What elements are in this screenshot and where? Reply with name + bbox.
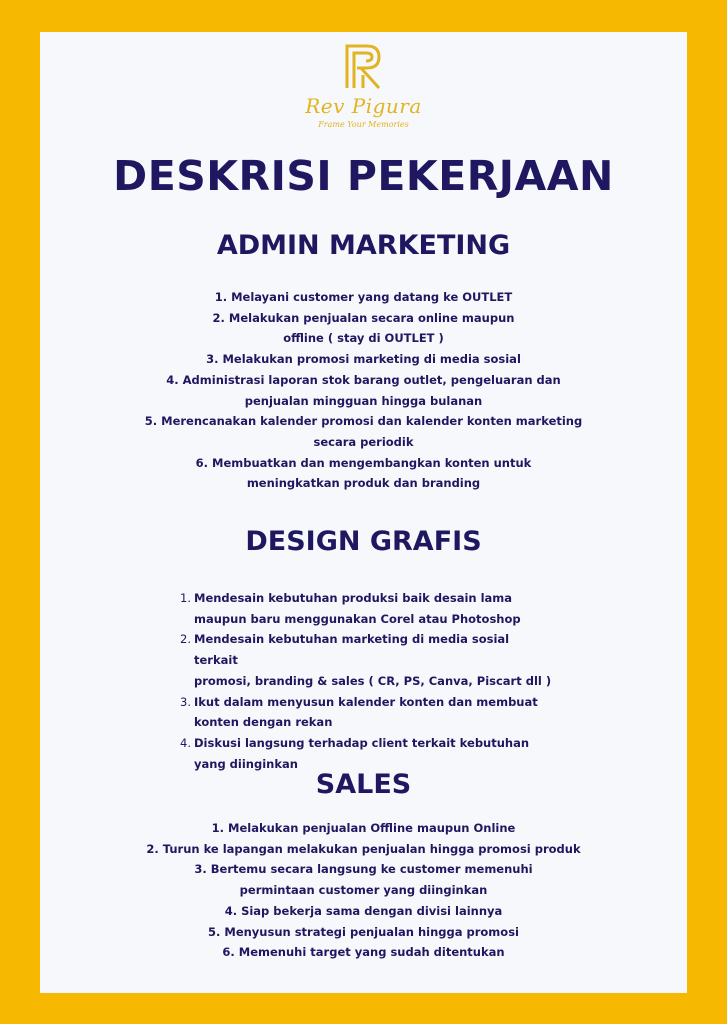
section-title-design-grafis: DESIGN GRAFIS [245,526,482,557]
list-line: 6. Membuatkan dan mengembangkan konten untuk [195,455,532,470]
page-title: DESKRISI PEKERJAAN [113,152,614,200]
list-line: penjualan mingguan hingga bulanan [244,393,483,408]
list-item [180,588,560,629]
brand-name: Rev Pigura [305,94,422,118]
list-number: 3. [180,694,191,709]
list-number: 4. [180,735,191,750]
design-grafis-list [180,588,560,774]
list-line: 3. Melakukan promosi marketing di media sosial [206,352,521,367]
list-line: 4. Administrasi laporan stok barang outlet, pengeluaran dan [166,372,561,387]
list-line: offline ( stay di OUTLET ) [283,331,444,346]
list-line: Diskusi langsung terhadap client terkait kebutuhan [194,735,530,750]
list-line: Ikut dalam menyusun kalender konten dan membuat [194,694,538,709]
list-line: 5. Menyusun strategi penjualan hingga promosi [208,924,519,939]
rp-monogram-icon [341,42,387,90]
list-line: 1. Melayani customer yang datang ke OUTLET [214,290,513,304]
section-title-sales: SALES [315,769,412,800]
list-line: maupun baru menggunakan Corel atau Photoshop [194,611,521,626]
list-line: 3. Bertemu secara langsung ke customer memenuhi [194,862,533,877]
list-number: 2. [180,632,191,647]
list-line: Mendesain kebutuhan marketing di media sosial terkait [194,632,510,668]
job-description-page [40,32,687,993]
list-line: permintaan customer yang diinginkan [239,883,488,898]
list-line: 2. Melakukan penjualan secara online maupun [212,310,515,325]
list-line: 5. Merencanakan kalender promosi dan kalender konten marketing [144,414,583,429]
list-line: secara periodik [313,434,414,449]
brand-logo [40,42,687,129]
list-line: 2. Turun ke lapangan melakukan penjualan hingga promosi produk [146,841,581,856]
admin-marketing-list [40,287,687,494]
list-line: promosi, branding & sales ( CR, PS, Canva, Piscart dll ) [194,673,552,688]
list-number: 1. [180,591,191,605]
list-line: konten dengan rekan [194,715,333,730]
list-line: 6. Memenuhi target yang sudah ditentukan [222,945,505,960]
sales-list [40,818,687,963]
list-line: 1. Melakukan penjualan Offline maupun Online [211,821,516,835]
list-line: Mendesain kebutuhan produksi baik desain lama [194,591,513,605]
brand-tagline: Frame Your Memories [318,120,409,129]
list-line: yang diinginkan [194,756,298,771]
list-item [180,629,560,691]
section-title-admin-marketing: ADMIN MARKETING [216,230,511,261]
list-item [180,692,560,733]
list-line: 4. Siap bekerja sama dengan divisi lainnya [224,903,503,918]
list-line: meningkatkan produk dan branding [246,476,481,491]
